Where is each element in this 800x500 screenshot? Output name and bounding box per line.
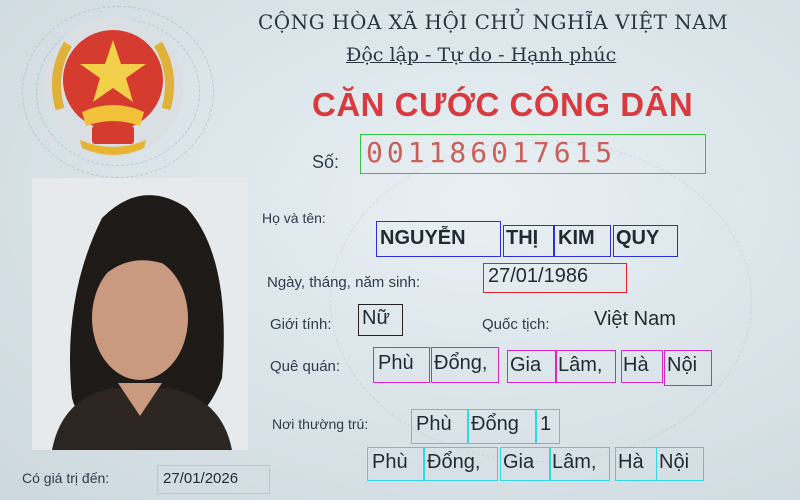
residence-word: Phù — [416, 413, 452, 435]
residence-word: Gia — [503, 451, 535, 473]
residence-label: Nơi thường trú: — [272, 416, 369, 432]
residence-word: Nội — [659, 451, 690, 473]
motto: Độc lập - Tự do - Hạnh phúc — [346, 44, 617, 66]
residence-word: Đổng — [471, 413, 519, 435]
card-title: CĂN CƯỚC CÔNG DÂN — [312, 86, 694, 123]
name-label: Họ và tên: — [262, 210, 326, 226]
residence-word: 1 — [540, 413, 552, 435]
hometown-word: Đổng, — [434, 352, 488, 374]
name-word: NGUYỄN — [380, 227, 466, 249]
hometown-word: Nội — [667, 354, 698, 376]
residence-word: Lâm, — [552, 451, 597, 473]
name-word: THỊ — [506, 227, 539, 249]
nationality-label: Quốc tịch: — [482, 316, 550, 333]
country-header: CỘNG HÒA XÃ HỘI CHỦ NGHĨA VIỆT NAM — [258, 10, 729, 34]
hometown-label: Quê quán: — [270, 358, 341, 375]
hometown-word: Hà — [623, 354, 649, 376]
dob-value: 27/01/1986 — [488, 265, 589, 287]
expiry-value: 27/01/2026 — [163, 470, 239, 487]
sex-value: Nữ — [362, 307, 390, 329]
residence-word: Phù — [372, 451, 408, 473]
hometown-word: Gia — [510, 354, 542, 376]
dob-label: Ngày, tháng, năm sinh: — [267, 274, 421, 291]
residence-word: Đổng, — [427, 451, 481, 473]
id-number: 001186017615 — [366, 136, 617, 169]
name-word: QUY — [616, 227, 660, 249]
residence-word: Hà — [618, 451, 644, 473]
name-word: KIM — [558, 227, 595, 249]
portrait-photo — [32, 178, 248, 450]
hometown-word: Lâm, — [558, 354, 603, 376]
nationality-value: Việt Nam — [594, 308, 676, 330]
id-number-label: Số: — [312, 152, 340, 172]
hometown-word: Phù — [378, 352, 414, 374]
national-emblem-icon — [40, 14, 186, 160]
expiry-label: Có giá trị đến: — [22, 470, 110, 486]
sex-label: Giới tính: — [270, 316, 332, 333]
